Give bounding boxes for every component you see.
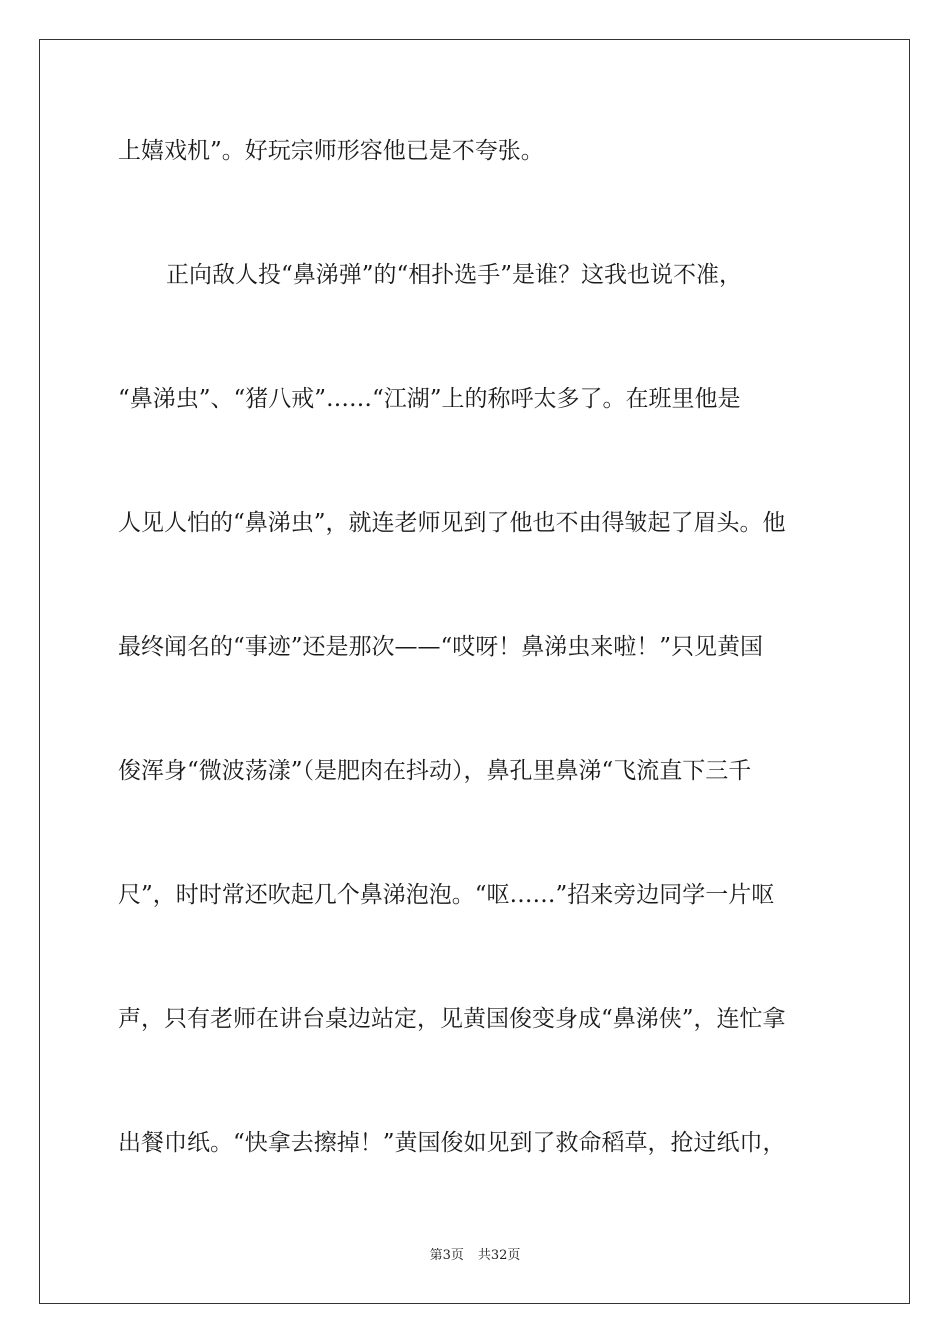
paragraph-line: 声，只有老师在讲台桌边站定，见黄国俊变身成“鼻涕侠”，连忙拿 — [118, 1006, 786, 1032]
paragraph-line: 最终闻名的“事迹”还是那次——“哎呀！鼻涕虫来啦！”只见黄国 — [118, 634, 764, 660]
paragraph-line: “鼻涕虫”、“猪八戒”……“江湖”上的称呼太多了。在班里他是 — [118, 386, 741, 412]
page-total: 共32页 — [477, 1248, 521, 1263]
paragraph-line: 上嬉戏机”。好玩宗师形容他已是不夸张。 — [118, 138, 544, 164]
paragraph-line: 出餐巾纸。“快拿去擦掉！”黄国俊如见到了救命稻草，抢过纸巾， — [118, 1130, 786, 1156]
paragraph-line: 人见人怕的“鼻涕虫”，就连老师见到了他也不由得皱起了眉头。他 — [118, 510, 786, 536]
page-border — [39, 39, 910, 1304]
paragraph-line: 俊浑身“微波荡漾”（是肥肉在抖动），鼻孔里鼻涕“飞流直下三千 — [118, 758, 752, 784]
paragraph-line: 尺”，时时常还吹起几个鼻涕泡泡。“呕……”招来旁边同学一片呕 — [118, 882, 775, 908]
paragraph-line: 正向敌人投“鼻涕弹”的“相扑选手”是谁？这我也说不准， — [166, 262, 743, 288]
page-footer — [0, 1248, 950, 1264]
page-number: 第3页 — [429, 1248, 464, 1263]
